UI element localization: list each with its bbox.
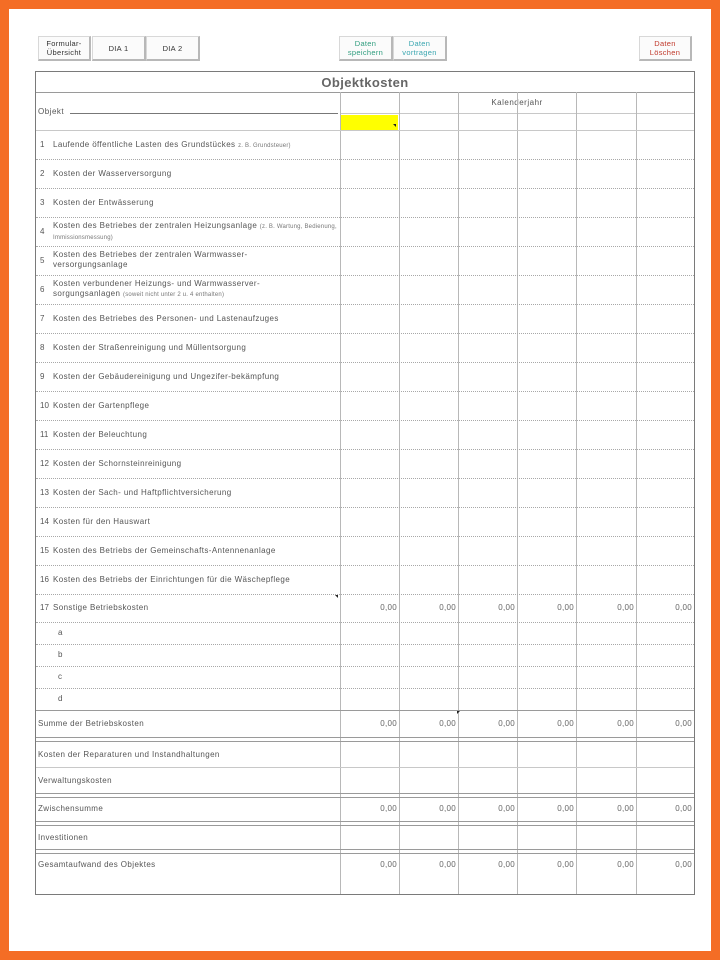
item-number: 12: [40, 459, 49, 468]
value-cell: 0,00: [380, 804, 397, 813]
value-cell: 0,00: [617, 603, 634, 612]
row-divider: [36, 449, 694, 450]
value-cell: 0,00: [675, 804, 692, 813]
value-cell: 0,00: [557, 603, 574, 612]
value-cell: 0,00: [557, 719, 574, 728]
item-text: Kosten der Beleuchtung: [53, 430, 148, 439]
item-number: 7: [40, 314, 45, 323]
daten-vortragen-button[interactable]: [393, 36, 447, 61]
item-number: 9: [40, 372, 45, 381]
item-number: 11: [40, 430, 49, 439]
column-divider: [636, 92, 637, 894]
item-text: Kosten des Betriebs der Gemeinschafts-Antennenanlage: [53, 546, 276, 555]
row-divider: [36, 666, 694, 667]
item-text: Kosten des Betriebs der Einrichtungen für die Wäschepflege: [53, 575, 291, 584]
item-text: Kosten der Gebäudereinigung und Ungezifer-bekämpfung: [53, 372, 280, 381]
daten-loeschen-label: Daten Löschen: [649, 39, 681, 57]
row-divider: [36, 478, 694, 479]
double-divider: [36, 821, 694, 826]
reparaturen-label: Kosten der Reparaturen und Instandhaltungen: [38, 750, 220, 759]
value-cell: 0,00: [380, 860, 397, 869]
daten-speichern-button[interactable]: [339, 36, 393, 61]
row-divider: [36, 594, 694, 595]
comment-marker: [457, 711, 460, 714]
item-text: Sonstige Betriebskosten: [53, 603, 149, 612]
value-cell: 0,00: [439, 860, 456, 869]
toolbar: [9, 9, 711, 69]
verwaltung-label: Verwaltungskosten: [38, 776, 112, 785]
row-divider: [36, 333, 694, 334]
column-divider: [458, 92, 459, 894]
value-cell: 0,00: [498, 860, 515, 869]
row-divider: [36, 644, 694, 645]
formular-uebersicht-label: Formular- Übersicht: [46, 39, 82, 57]
item-text: Kosten der Schornsteinreinigung: [53, 459, 182, 468]
daten-vortragen-label: Daten vortragen: [402, 39, 437, 57]
column-divider: [399, 92, 400, 894]
item-number: 6: [40, 285, 45, 294]
row-divider: [36, 565, 694, 566]
row-divider: [36, 159, 694, 160]
value-cell: 0,00: [498, 719, 515, 728]
value-cell: 0,00: [617, 719, 634, 728]
item-text: Kosten des Betriebes der zentralen Heizungsanlage (z. B. Wartung, Bedienung, Immissionsmessung): [53, 221, 337, 241]
item-number: 15: [40, 546, 49, 555]
dia1-button[interactable]: [92, 36, 146, 61]
row-divider: [36, 217, 694, 218]
row-divider: [36, 188, 694, 189]
header-row-bottom: [36, 130, 694, 131]
row-divider: [36, 304, 694, 305]
sub-item-label: d: [58, 694, 63, 703]
title-divider: [36, 92, 694, 93]
comment-marker: [335, 595, 338, 598]
item-text: Kosten für den Hauswart: [53, 517, 151, 526]
item-number: 3: [40, 198, 45, 207]
daten-loeschen-button[interactable]: [639, 36, 692, 61]
double-divider: [36, 737, 694, 742]
item-text: Laufende öffentliche Lasten des Grundstückes z. B. Grundsteuer): [53, 140, 291, 149]
comment-marker: [393, 124, 396, 127]
item-text: Kosten der Wasserversorgung: [53, 169, 172, 178]
gesamt-label: Gesamtaufwand des Objektes: [38, 860, 156, 869]
item-text: Kosten der Sach- und Haftpflichtversicherung: [53, 488, 232, 497]
column-divider: [517, 92, 518, 894]
item-number: 2: [40, 169, 45, 178]
item-number: 14: [40, 517, 49, 526]
item-text: Kosten der Gartenpflege: [53, 401, 150, 410]
value-cell: 0,00: [439, 719, 456, 728]
dia2-button[interactable]: [146, 36, 200, 61]
sub-item-label: a: [58, 628, 63, 637]
value-cell: 0,00: [380, 603, 397, 612]
objekt-input-line: [70, 113, 338, 114]
value-cell: 0,00: [557, 860, 574, 869]
value-cell: 0,00: [675, 719, 692, 728]
item-text: Kosten des Betriebes der zentralen Warmwasser- versorgungsanlage: [53, 250, 248, 269]
item-text: Kosten verbundener Heizungs- und Warmwasserver- sorgungsanlagen (soweit nicht unter 2 u. 4 enthalten): [53, 279, 261, 298]
value-cell: 0,00: [439, 603, 456, 612]
row-divider: [36, 507, 694, 508]
value-cell: 0,00: [498, 804, 515, 813]
objektkosten-sheet: [35, 71, 695, 895]
item-text: Kosten der Straßenreinigung und Müllentsorgung: [53, 343, 247, 352]
section-divider: [36, 710, 694, 711]
value-cell: 0,00: [617, 860, 634, 869]
sub-item-label: c: [58, 672, 63, 681]
value-cell: 0,00: [617, 804, 634, 813]
column-divider: [576, 92, 577, 894]
value-cell: 0,00: [557, 804, 574, 813]
item-number: 1: [40, 140, 45, 149]
zwischensumme-label: Zwischensumme: [38, 804, 104, 813]
row-divider: [36, 767, 694, 768]
dia1-label: DIA 1: [108, 43, 129, 53]
row-divider: [36, 420, 694, 421]
row-divider: [36, 246, 694, 247]
item-number: 17: [40, 603, 49, 612]
item-number: 10: [40, 401, 49, 410]
kalenderjahr-label: Kalenderjahr: [491, 98, 543, 107]
value-cell: 0,00: [380, 719, 397, 728]
daten-speichern-label: Daten speichern: [347, 39, 384, 57]
row-divider: [36, 688, 694, 689]
row-divider: [36, 536, 694, 537]
item-text: Kosten des Betriebes des Personen- und Lastenaufzuges: [53, 314, 279, 323]
value-cell: 0,00: [675, 603, 692, 612]
value-cell: 0,00: [439, 804, 456, 813]
item-number: 4: [40, 227, 45, 236]
value-cell: 0,00: [498, 603, 515, 612]
summe-label: Summe der Betriebskosten: [38, 719, 145, 728]
row-divider: [36, 275, 694, 276]
column-divider: [340, 92, 341, 894]
sub-item-label: b: [58, 650, 63, 659]
year-input-highlight[interactable]: [341, 115, 398, 131]
double-divider: [36, 849, 694, 854]
row-divider: [36, 391, 694, 392]
investitionen-label: Investitionen: [38, 833, 89, 842]
item-number: 8: [40, 343, 45, 352]
dia2-label: DIA 2: [162, 43, 183, 53]
item-number: 13: [40, 488, 49, 497]
page-title: Objektkosten: [321, 75, 409, 90]
objekt-label: Objekt: [38, 107, 65, 116]
item-number: 5: [40, 256, 45, 265]
row-divider: [36, 622, 694, 623]
formular-uebersicht-button[interactable]: [38, 36, 91, 61]
value-cell: 0,00: [675, 860, 692, 869]
item-text: Kosten der Entwässerung: [53, 198, 154, 207]
row-divider: [36, 362, 694, 363]
double-divider: [36, 793, 694, 798]
item-number: 16: [40, 575, 49, 584]
